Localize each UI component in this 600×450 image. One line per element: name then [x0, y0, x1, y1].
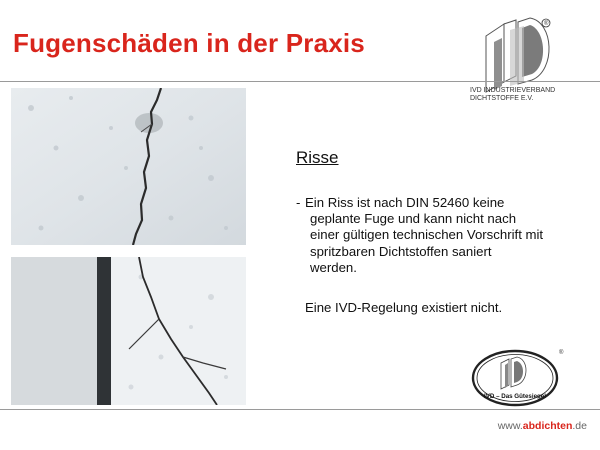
- url-suffix: .de: [572, 420, 587, 432]
- note-text: Eine IVD-Regelung existiert nicht.: [305, 300, 503, 315]
- body-line: werden.: [310, 259, 357, 275]
- logo-caption: [470, 87, 555, 103]
- footer-divider: [0, 409, 600, 410]
- bullet-dash: -: [296, 195, 301, 210]
- seal-registered-mark: ®: [559, 350, 564, 356]
- body-line: geplante Fuge und kann nicht nach: [310, 211, 517, 227]
- body-line: einer gültigen technischen Vorschrift mit: [310, 227, 544, 243]
- url-brand: abdichten: [522, 420, 573, 432]
- seal-text: IVD – Das Gütesiegel: [484, 393, 546, 400]
- registered-mark: ®: [544, 21, 549, 27]
- header-divider: [0, 81, 600, 82]
- logo-caption-line1: IVD INDUSTRIEVERBAND: [470, 87, 556, 94]
- footer-url[interactable]: [498, 420, 587, 432]
- logo-caption-line2: DICHTSTOFFE E.V.: [470, 95, 534, 102]
- body-line: spritzbaren Dichtstoffen saniert: [310, 243, 492, 259]
- url-prefix: www.: [497, 420, 523, 432]
- crack-photo-bottom: [11, 257, 246, 405]
- ivd-seal: [471, 347, 567, 407]
- slide-title: Fugenschäden in der Praxis: [13, 28, 365, 58]
- crack-photo-top: [11, 88, 246, 245]
- body-line: Ein Riss ist nach DIN 52460 keine: [305, 195, 505, 210]
- section-heading: Risse: [296, 148, 339, 167]
- body-paragraph: [296, 195, 586, 276]
